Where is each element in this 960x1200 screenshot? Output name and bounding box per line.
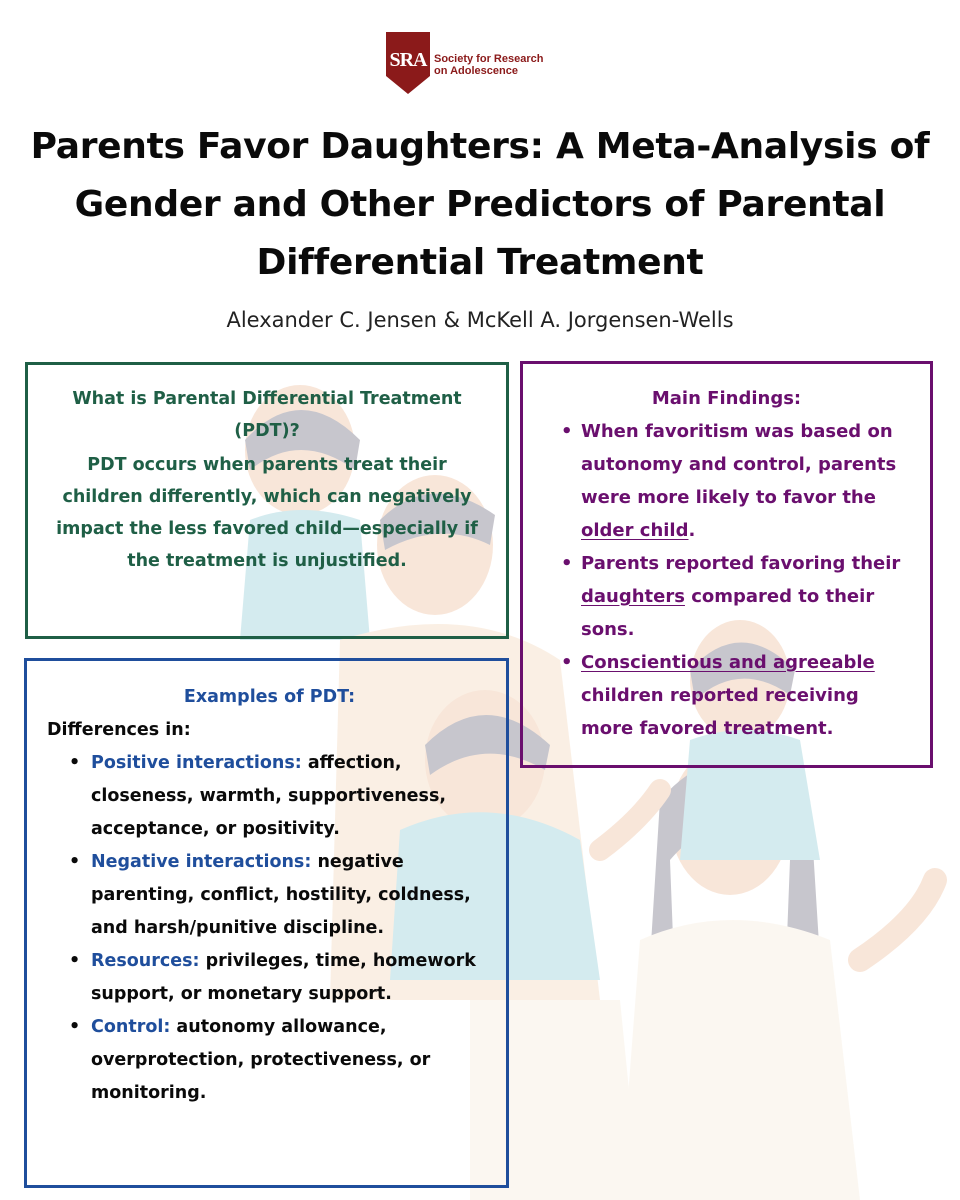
- bullet-icon: •: [69, 852, 81, 872]
- authors: Alexander C. Jensen & McKell A. Jorgensen-Wells: [226, 308, 734, 332]
- examples-box: [24, 658, 509, 1188]
- logo-line-1: Society for Research: [434, 53, 544, 65]
- logo-mark-text: SRA: [389, 49, 427, 71]
- main-findings-box: [520, 361, 933, 768]
- findings-list: [537, 415, 916, 745]
- bullet-icon: •: [69, 753, 81, 773]
- examples-item: • Positive interactions: affection, closeness, warmth, supportiveness, acceptance, or positivity.: [47, 747, 492, 846]
- examples-heading: Examples of PDT:: [183, 687, 356, 707]
- page-title: Parents Favor Daughters: A Meta-Analysis of Gender and Other Predictors of Parental Differential Treatment: [30, 126, 930, 283]
- examples-item: • Negative interactions: negative parenting, conflict, hostility, coldness, and harsh/punitive discipline.: [47, 846, 492, 945]
- examples-item: • Resources: privileges, time, homework support, or monetary support.: [47, 945, 492, 1011]
- examples-intro: Differences in:: [47, 720, 191, 740]
- findings-item: • Parents reported favoring their daughters compared to their sons.: [537, 547, 916, 646]
- findings-item: • Conscientious and agreeable children reported receiving more favored treatment.: [537, 646, 916, 745]
- examples-list: [47, 747, 492, 1110]
- findings-heading: Main Findings:: [651, 388, 802, 409]
- bullet-icon: •: [561, 553, 573, 574]
- logo-line-2: on Adolescence: [434, 65, 518, 77]
- bullet-icon: •: [561, 652, 573, 673]
- examples-item: • Control: autonomy allowance, overprotection, protectiveness, or monitoring.: [47, 1011, 492, 1110]
- pdt-heading: What is Parental Differential Treatment (PDT)?: [72, 389, 462, 441]
- logo-text: [434, 53, 543, 77]
- pdt-definition-box: [25, 362, 509, 639]
- findings-item: • When favoritism was based on autonomy and control, parents were more likely to favor the older child.: [537, 415, 916, 547]
- bullet-icon: •: [561, 421, 573, 442]
- sra-logo: [386, 32, 543, 94]
- pdt-body: PDT occurs when parents treat their children differently, which can negatively impact the less favored child—especially if the treatment is unjustified.: [56, 455, 478, 571]
- sra-logo-mark-icon: [386, 32, 430, 94]
- bullet-icon: •: [69, 951, 81, 971]
- bullet-icon: •: [69, 1017, 81, 1037]
